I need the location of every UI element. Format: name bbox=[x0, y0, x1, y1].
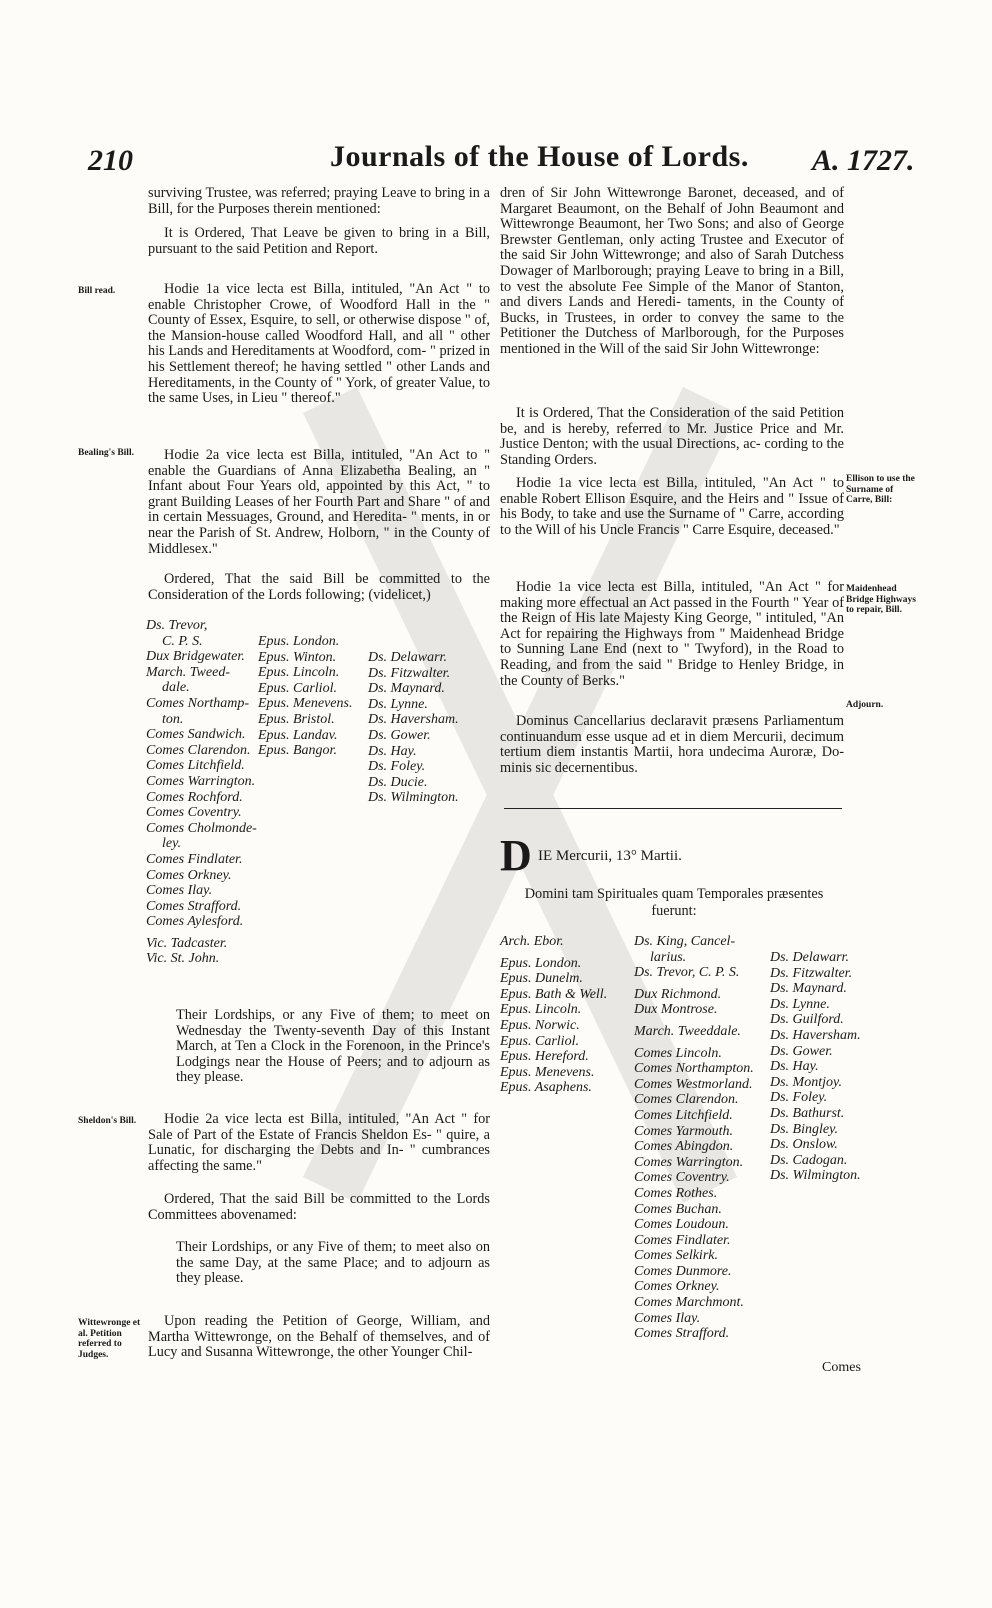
margin-note-bill-read: Bill read. bbox=[78, 286, 116, 296]
day-dropcap: D bbox=[500, 831, 532, 880]
left-p5-ordered: Ordered, That the said Bill be committed to the Consideration of the Lords following; (videlicet,) bbox=[148, 571, 490, 603]
committee-col-bishops: Epus. London. Epus. Winton. Epus. Lincoln. Epus. Carliol. Epus. Menevens. Epus. Bristol. Epus. Landav. Epus. Bangor. bbox=[258, 634, 353, 759]
right-p2-ordered: It is Ordered, That the Consideration of the said Petition be, and is hereby, referred to Mr. Justice Price and Mr. Justice Denton; with the usual Directions, ac- cording to the Standing Orders. bbox=[500, 405, 844, 468]
page-year: A. 1727. bbox=[812, 144, 915, 177]
section-rule bbox=[504, 808, 842, 809]
committee-col-lords: Ds. Trevor, C. P. S. Dux Bridgewater. March. Tweed- dale. Comes Northamp- ton. Comes Sandwich. Comes Clarendon. Comes Litchfield. Comes Warrington. Comes Rochford. Comes Coventry. Comes Cholmonde- ley. Comes Findlater. Comes Orkney. Comes Ilay. Comes Strafford. Comes Aylesford. Vic. Tadcaster. Vic. St. John. bbox=[146, 618, 257, 967]
left-p3-crowe-bill: Hodie 1a vice lecta est Billa, intituled, "An Act " to enable Christopher Crowe, of Woodford Hall in the " County of Essex, Esquire, to sell, or otherwise dispose " of, the Mansion-house called Woodford Hall, and all " other his Lands and Hereditaments at Woodford, com- " prized in his Settlement thereof; he having settled " other Lands and Hereditaments, in the County of " York, of greater Value, to the same Uses, in Lieu " thereof." bbox=[148, 281, 490, 407]
margin-note-ellison: Ellison to use the Surname of Carre, Bill: bbox=[846, 474, 915, 505]
margin-note-adjourn: Adjourn. bbox=[846, 700, 884, 710]
attendance-col-temporal: Ds. King, Cancel- larius. Ds. Trevor, C. P. S. Dux Richmond. Dux Montrose. March. Tweeddale. Comes Lincoln. Comes Northampton. Comes Westmorland. Comes Clarendon. Comes Litchfield. Comes Yarmouth. Comes Abingdon. Comes Warrington. Comes Coventry. Comes Rothes. Comes Buchan. Comes Loudoun. Comes Findlater. Comes Selkirk. Comes Dunmore. Comes Orkney. Comes Marchmont. Comes Ilay. Comes Strafford. bbox=[634, 934, 754, 1342]
left-p6-meeting: Their Lordships, or any Five of them; to meet on Wednesday the Twenty-seventh Day of this Instant March, at Ten a Clock in the Forenoon, in the Prince's Lodgings near the House of Peers; and to adjourn as they please. bbox=[176, 1007, 490, 1086]
attendance-col-barons: Ds. Delawarr. Ds. Fitzwalter. Ds. Maynard. Ds. Lynne. Ds. Guilford. Ds. Haversham. Ds. Gower. Ds. Hay. Ds. Montjoy. Ds. Foley. Ds. Bathurst. Ds. Bingley. Ds. Onslow. Ds. Cadogan. Ds. Wilmington. bbox=[770, 950, 861, 1184]
margin-note-maidenhead: Maidenhead Bridge Highways to repair, Bill. bbox=[846, 584, 916, 615]
page-title: Journals of the House of Lords. bbox=[330, 140, 749, 173]
right-p1-petition-cont: dren of Sir John Wittewronge Baronet, deceased, and of Margaret Beaumont, on the Behalf of John Beaumont and Wittewronge Beaumont, her Two Sons; and also of George Brewster Gentleman, only acting Trustee and Executor of the said Sir John Wittewronge; and also of Sarah Dutchess Dowager of Marlborough; praying Leave to bring in a Bill, to vest the absolute Fee Simple of the Manor of Stanton, and divers Lands and Heredi- taments, in the County of Bucks, in Trustees, in order to convey the same to the Petitioner the Dutchess of Marlborough, for the Purposes mentioned in the Will of the said Sir John Wittewronge: bbox=[500, 185, 844, 357]
day-heading: IE Mercurii, 13° Martii. bbox=[538, 848, 682, 864]
present-heading: Domini tam Spirituales quam Temporales præsentes fuerunt: bbox=[524, 886, 824, 919]
margin-note-bealing: Bealing's Bill. bbox=[78, 448, 134, 458]
right-p4-maidenhead-bill: Hodie 1a vice lecta est Billa, intituled, "An Act " for making more effectual an Act passed in the Fourth " Year of the Reign of His late Majesty King George, " intituled, "An Act for repairing the Highways from " Maidenhead Bridge to Sunning Lane End (next to " Twyford), in the Road to Reading, and from the said " Bridge to Henley Bridge, in the County of Berks." bbox=[500, 579, 844, 689]
right-p3-ellison-bill: Hodie 1a vice lecta est Billa, intituled, "An Act " to enable Robert Ellison Esquire, and the Heirs and " Issue of his Body, to take and use the Surname of " Carre, according to the Will of his Uncle Francis " Carre Esquire, deceased." bbox=[500, 475, 844, 538]
committee-col-barons: Ds. Delawarr. Ds. Fitzwalter. Ds. Maynard. Ds. Lynne. Ds. Haversham. Ds. Gower. Ds. Hay. Ds. Foley. Ds. Ducie. Ds. Wilmington. bbox=[368, 650, 459, 806]
margin-note-wittewronge: Wittewronge et al. Petition referred to Judges. bbox=[78, 1318, 141, 1360]
left-p10-petition: Upon reading the Petition of George, William, and Martha Wittewronge, on the Behalf of themselves, and of Lucy and Susanna Wittewronge, the other Younger Chil- bbox=[148, 1313, 490, 1361]
left-p4-bealing-bill: Hodie 2a vice lecta est Billa, intituled, "An Act to " enable the Guardians of Anna Elizabetha Bealing, an " Infant about Four Years old, appointed by this Act, " to grant Building Leases of her Fourth Part and Share " of and in certain Messuages, Ground, and Heredita- " ments, in or near the Parish of St. Andrew, Holborn, " in the County of Middlesex." bbox=[148, 447, 490, 557]
left-p7-sheldon-bill: Hodie 2a vice lecta est Billa, intituled, "An Act " for Sale of Part of the Estate of Francis Sheldon Es- " quire, a Lunatic, for discharging the Debts and In- " cumbrances affecting the same." bbox=[148, 1111, 490, 1174]
right-p5-adjournment: Dominus Cancellarius declaravit præsens Parliamentum continuandum esse usque ad et in diem Mercurii, decimum tertium diem instantis Martii, hora undecima Auroræ, Do- minis sic decernentibus. bbox=[500, 713, 844, 776]
left-p2: It is Ordered, That Leave be given to bring in a Bill, pursuant to the said Petition and Report. bbox=[148, 225, 490, 257]
left-p1: surviving Trustee, was referred; praying Leave to bring in a Bill, for the Purposes therein mentioned: bbox=[148, 185, 490, 217]
attendance-col-spiritual: Arch. Ebor. Epus. London. Epus. Dunelm. Epus. Bath & Well. Epus. Lincoln. Epus. Norwic. Epus. Carliol. Epus. Hereford. Epus. Menevens. Epus. Asaphens. bbox=[500, 934, 608, 1096]
left-p8-ordered: Ordered, That the said Bill be committed to the Lords Committees abovenamed: bbox=[148, 1191, 490, 1223]
margin-note-sheldon: Sheldon's Bill. bbox=[78, 1116, 137, 1126]
catchword: Comes bbox=[822, 1360, 861, 1375]
left-p9-meeting: Their Lordships, or any Five of them; to meet also on the same Day, at the same Place; and to adjourn as they please. bbox=[176, 1239, 490, 1287]
page-number: 210 bbox=[88, 144, 133, 177]
